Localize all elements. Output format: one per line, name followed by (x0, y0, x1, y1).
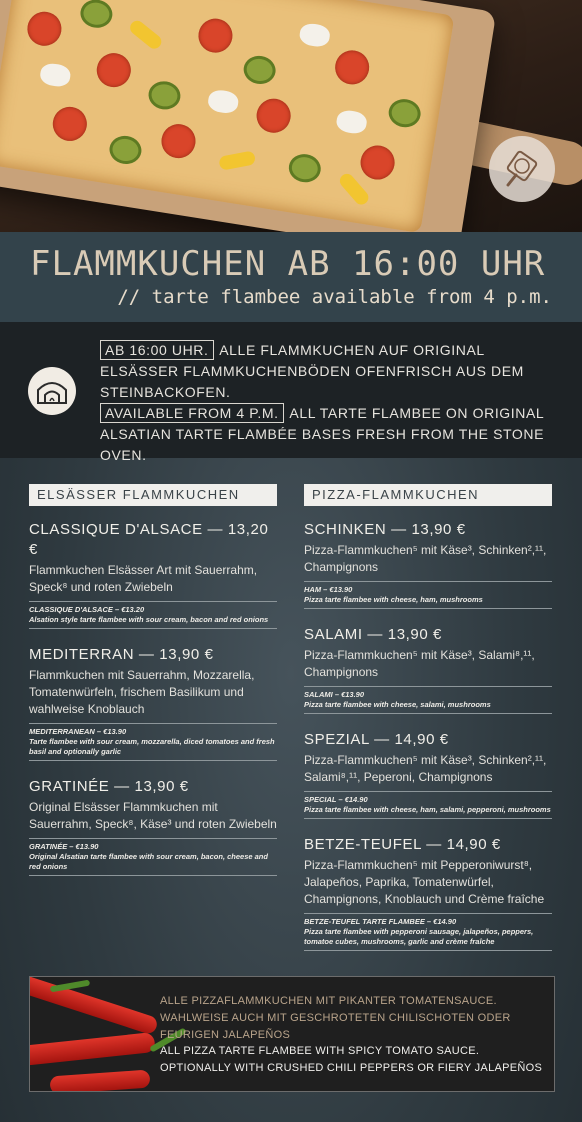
menu-item (304, 730, 552, 819)
menu-item (29, 645, 277, 761)
info-de-text: ALLE FLAMMKUCHEN AUF ORIGINAL ELSÄSSER FLAMMKUCHENBÖDEN OFENFRISCH AUS DEM STEINBACKOFEN. (100, 342, 524, 400)
item-en-title: SPECIAL – €14.90 (304, 795, 368, 804)
section-heading-pizza: PIZZA-FLAMMKUCHEN (304, 484, 552, 506)
item-description: Original Elsässer Flammkuchen mit Sauerrahm, Speck⁸, Käse³ und roten Zwiebeln (29, 800, 277, 831)
item-title: CLASSIQUE D'ALSACE — 13,20 € (29, 521, 269, 558)
item-en-desc: Tarte flambee with sour cream, mozzarella, diced tomatoes and fresh basil and optionally garlic (29, 737, 275, 756)
item-en-title: HAM – €13.90 (304, 585, 353, 594)
info-de (100, 340, 560, 403)
item-english (29, 601, 277, 629)
item-title: SPEZIAL — 14,90 € (304, 731, 449, 748)
info-de-tag: AB 16:00 UHR. (100, 340, 214, 360)
footer-note-de: ALLE PIZZAFLAMMKUCHEN MIT PIKANTER TOMATENSAUCE. WAHLWEISE AUCH MIT GESCHROTETEN CHILISCHOTEN ODER FEURIGEN JALAPEÑOS (160, 995, 511, 1041)
left-column (29, 484, 277, 892)
item-english (304, 791, 552, 819)
item-title: MEDITERRAN — 13,90 € (29, 646, 214, 663)
item-english (29, 838, 277, 876)
chili-pepper-image (29, 1032, 156, 1066)
info-en-tag: AVAILABLE FROM 4 P.M. (100, 403, 284, 423)
item-en-desc: Pizza tarte flambee with cheese, ham, salami, pepperoni, mushrooms (304, 805, 551, 814)
item-en-title: CLASSIQUE D'ALSACE – €13.20 (29, 605, 145, 614)
page-subtitle: // tarte flambee available from 4 p.m. (117, 286, 552, 308)
item-en-desc: Alsation style tarte flambee with sour cream, bacon and red onions (29, 615, 269, 624)
menu-item (304, 520, 552, 609)
item-en-desc: Pizza tarte flambee with pepperoni sausage, jalapeños, peppers, tomatoe cubes, mushrooms, garlic and crème fraîche (304, 927, 534, 946)
right-column (304, 484, 552, 967)
section-heading-elsaesser: ELSÄSSER FLAMMKUCHEN (29, 484, 277, 506)
menu-item (29, 520, 277, 629)
page-title: FLAMMKUCHEN AB 16:00 UHR (30, 244, 546, 284)
menu-item (29, 777, 277, 876)
chili-pepper-image (49, 1070, 150, 1092)
item-english (304, 581, 552, 609)
item-title: SCHINKEN — 13,90 € (304, 521, 466, 538)
footer-note-en (160, 1043, 545, 1077)
menu-item (304, 835, 552, 951)
oven-icon (28, 367, 76, 415)
footer-en-line2: OPTIONALLY WITH CRUSHED CHILI PEPPERS OR FIERY JALAPEÑOS (160, 1062, 543, 1074)
item-english (304, 913, 552, 951)
info-en-text: ALL TARTE FLAMBEE ON ORIGINAL ALSATIAN TARTE FLAMBÉE BASES FRESH FROM THE STONE OVEN. (100, 405, 545, 463)
item-description: Pizza-Flammkuchen⁵ mit Käse³, Schinken²,¹¹, Champignons (304, 543, 547, 574)
item-en-title: BETZE-TEUFEL TARTE FLAMBEE – €14.90 (304, 917, 457, 926)
chili-pepper-image (29, 976, 159, 1036)
item-en-title: GRATINÉE – €13.90 (29, 842, 99, 851)
item-en-desc: Original Alsatian tarte flambee with sour cream, bacon, cheese and red onions (29, 852, 268, 871)
item-description: Pizza-Flammkuchen⁵ mit Käse³, Salami⁸,¹¹, Champignons (304, 648, 535, 679)
item-description: Flammkuchen mit Sauerrahm, Mozzarella, Tomatenwürfeln, frischem Basilikum und wahlweise Knoblauch (29, 668, 255, 716)
pizza-peel-icon (489, 136, 555, 202)
item-description: Pizza-Flammkuchen⁵ mit Käse³, Schinken²,¹¹, Salami⁸,¹¹, Peperoni, Champignons (304, 753, 547, 784)
item-en-desc: Pizza tarte flambee with cheese, ham, mushrooms (304, 595, 483, 604)
info-en (100, 403, 560, 466)
menu-item (304, 625, 552, 714)
item-title: GRATINÉE — 13,90 € (29, 778, 189, 795)
item-en-desc: Pizza tarte flambee with cheese, salami, mushrooms (304, 700, 491, 709)
item-description: Pizza-Flammkuchen⁵ mit Pepperoniwurst⁸, Jalapeños, Paprika, Tomatenwürfel, Champignons, Knoblauch und Crème fraîche (304, 858, 545, 906)
item-en-title: SALAMI – €13.90 (304, 690, 365, 699)
item-en-title: MEDITERRANEAN – €13.90 (29, 727, 127, 736)
hero-photo (0, 0, 582, 232)
item-english (29, 723, 277, 761)
item-english (304, 686, 552, 714)
chili-note-box (29, 976, 555, 1092)
item-title: SALAMI — 13,90 € (304, 626, 443, 643)
item-title: BETZE-TEUFEL — 14,90 € (304, 836, 501, 853)
footer-en-line1: ALL PIZZA TARTE FLAMBEE WITH SPICY TOMATO SAUCE. (160, 1045, 480, 1057)
item-description: Flammkuchen Elsässer Art mit Sauerrahm, Speck⁸ und roten Zwiebeln (29, 563, 258, 594)
